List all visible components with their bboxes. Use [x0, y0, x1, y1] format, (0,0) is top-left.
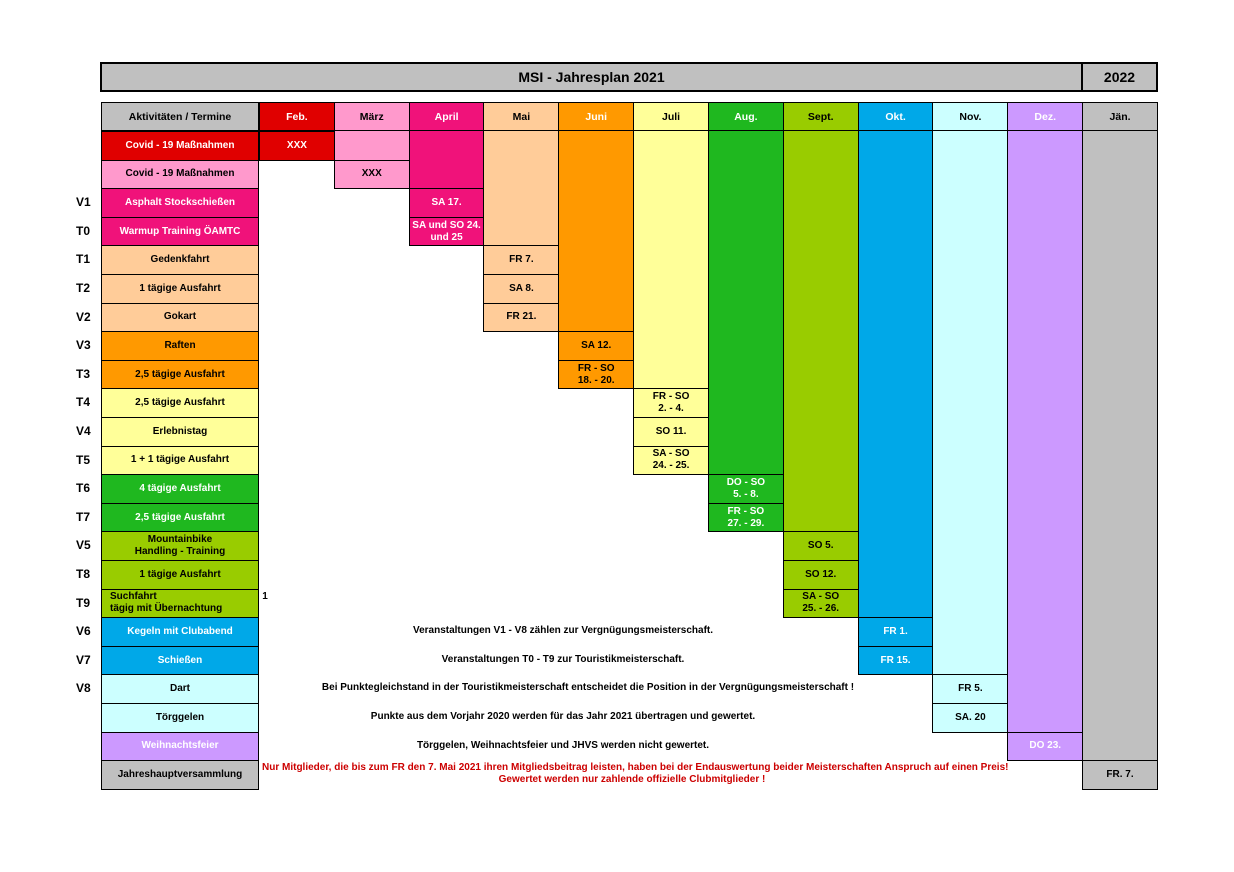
event-code: T5 — [76, 452, 91, 467]
date-cell: FR 1. — [858, 617, 934, 647]
month-bar-10 — [932, 131, 1008, 732]
event-code: T6 — [76, 481, 91, 496]
event-code: T7 — [76, 509, 91, 524]
date-cell: SA 12. — [558, 331, 634, 361]
rule-note: Punkte aus dem Vorjahr 2020 werden für das Jahr 2021 übertragen und gewertet. — [370, 711, 756, 722]
activity-cell: Covid - 19 Maßnahmen — [101, 160, 259, 190]
event-code: T9 — [76, 595, 91, 610]
activity-cell: Suchfahrt 1 tägig mit Übernachtung — [101, 589, 259, 619]
month-header-6: Juli — [633, 102, 709, 131]
date-cell: FR 7. — [483, 245, 559, 275]
activity-cell: 2,5 tägige Ausfahrt — [101, 360, 259, 390]
activity-cell: Schießen — [101, 646, 259, 676]
bottom-rule — [101, 789, 259, 790]
date-cell: SO 11. — [633, 417, 709, 447]
month-header-12: Jän. — [1082, 102, 1158, 131]
date-cell: SA - SO 24. - 25. — [633, 446, 709, 476]
date-cell: XXX — [334, 160, 410, 190]
next-year-box — [1081, 62, 1158, 92]
date-cell: FR 5. — [932, 674, 1008, 704]
event-code: V7 — [76, 652, 91, 667]
date-cell: SA 17. — [409, 188, 485, 218]
activity-cell: Weihnachtsfeier — [101, 732, 259, 762]
month-header-3: April — [409, 102, 485, 131]
month-header-5: Juni — [558, 102, 634, 131]
event-code: V2 — [76, 309, 91, 324]
event-code: T3 — [76, 366, 91, 381]
event-code: V3 — [76, 338, 91, 353]
event-code: V5 — [76, 538, 91, 553]
month-header-4: Mai — [483, 102, 559, 131]
activity-cell: Törggelen — [101, 703, 259, 733]
event-code: T4 — [76, 395, 91, 410]
page-title: MSI - Jahresplan 2021 — [518, 69, 665, 85]
date-cell: FR - SO 18. - 20. — [558, 360, 634, 390]
rule-note: Bei Punktegleichstand in der Touristikmeisterschaft entscheidet die Position in der Vergnügungsmeisterschaft ! — [321, 682, 855, 694]
date-cell: FR - SO 2. - 4. — [633, 388, 709, 418]
date-cell: SA. 20 — [932, 703, 1008, 733]
date-cell: FR 15. — [858, 646, 934, 676]
membership-note: Gewertet werden nur zahlende offizielle Clubmitglieder ! — [498, 774, 766, 786]
month-header-10: Nov. — [932, 102, 1008, 131]
month-header-11: Dez. — [1007, 102, 1083, 131]
activity-cell: Mountainbike Handling - Training — [101, 531, 259, 561]
month-bar-12 — [1082, 131, 1158, 789]
event-code: V8 — [76, 681, 91, 696]
activity-cell: Gokart — [101, 303, 259, 333]
event-code: T0 — [76, 223, 91, 238]
activity-cell: Erlebnistag — [101, 417, 259, 447]
month-header-9: Okt. — [858, 102, 934, 131]
date-cell: SA und SO 24. und 25 — [409, 217, 485, 247]
activity-cell: Raften — [101, 331, 259, 361]
activity-cell: Dart — [101, 674, 259, 704]
activity-cell: Gedenkfahrt — [101, 245, 259, 275]
date-cell: SA - SO 25. - 26. — [783, 589, 859, 619]
date-cell: SA 8. — [483, 274, 559, 304]
date-cell: FR - SO 27. - 29. — [708, 503, 784, 533]
month-bar-11 — [1007, 131, 1083, 760]
title-bar — [100, 62, 1083, 92]
activity-cell: Warmup Training ÖAMTC — [101, 217, 259, 247]
date-cell: DO - SO 5. - 8. — [708, 474, 784, 504]
event-code: V1 — [76, 195, 91, 210]
month-header-7: Aug. — [708, 102, 784, 131]
month-bar-7 — [708, 131, 784, 531]
membership-note: Nur Mitglieder, die bis zum FR den 7. Mai 2021 ihren Mitgliedsbeitrag leisten, haben bei der Endauswertung beider Meisterschaften Anspruch auf einen Preis! — [262, 762, 1009, 774]
rule-note: Veranstaltungen V1 - V8 zählen zur Vergnügungsmeisterschaft. — [412, 625, 714, 637]
event-code: T2 — [76, 281, 91, 295]
date-cell: SO 5. — [783, 531, 859, 561]
activity-cell: 2,5 tägige Ausfahrt — [101, 503, 259, 533]
activity-cell: Jahreshauptversammlung — [101, 760, 259, 790]
date-cell: XXX — [259, 131, 335, 161]
rule-note: Veranstaltungen T0 - T9 zur Touristikmeisterschaft. — [441, 653, 685, 665]
rule-note: Törggelen, Weihnachtsfeier und JHVS werden nicht gewertet. — [416, 739, 710, 751]
activity-cell: Kegeln mit Clubabend — [101, 617, 259, 647]
date-cell: FR. 7. — [1082, 760, 1158, 790]
event-code: V4 — [76, 424, 91, 438]
activity-cell: 1 + 1 tägige Ausfahrt — [101, 446, 259, 476]
activity-cell: Covid - 19 Maßnahmen — [101, 131, 259, 161]
activity-cell: 1 tägige Ausfahrt — [101, 560, 259, 590]
month-header-2: März — [334, 102, 410, 131]
date-cell: SO 12. — [783, 560, 859, 590]
activity-cell: 2,5 tägige Ausfahrt — [101, 388, 259, 418]
month-bar-9 — [858, 131, 934, 674]
month-header-1: Feb. — [259, 102, 335, 131]
event-code: T1 — [76, 252, 91, 267]
event-code: V6 — [76, 624, 91, 639]
activities-header: Aktivitäten / Termine — [101, 102, 259, 131]
event-code: T8 — [76, 567, 91, 581]
activity-cell: 4 tägige Ausfahrt — [101, 474, 259, 504]
activity-cell: Asphalt Stockschießen — [101, 188, 259, 218]
date-cell: FR 21. — [483, 303, 559, 333]
date-cell: DO 23. — [1007, 732, 1083, 762]
month-header-8: Sept. — [783, 102, 859, 131]
activity-cell: 1 tägige Ausfahrt — [101, 274, 259, 304]
next-year-label: 2022 — [1103, 69, 1136, 85]
